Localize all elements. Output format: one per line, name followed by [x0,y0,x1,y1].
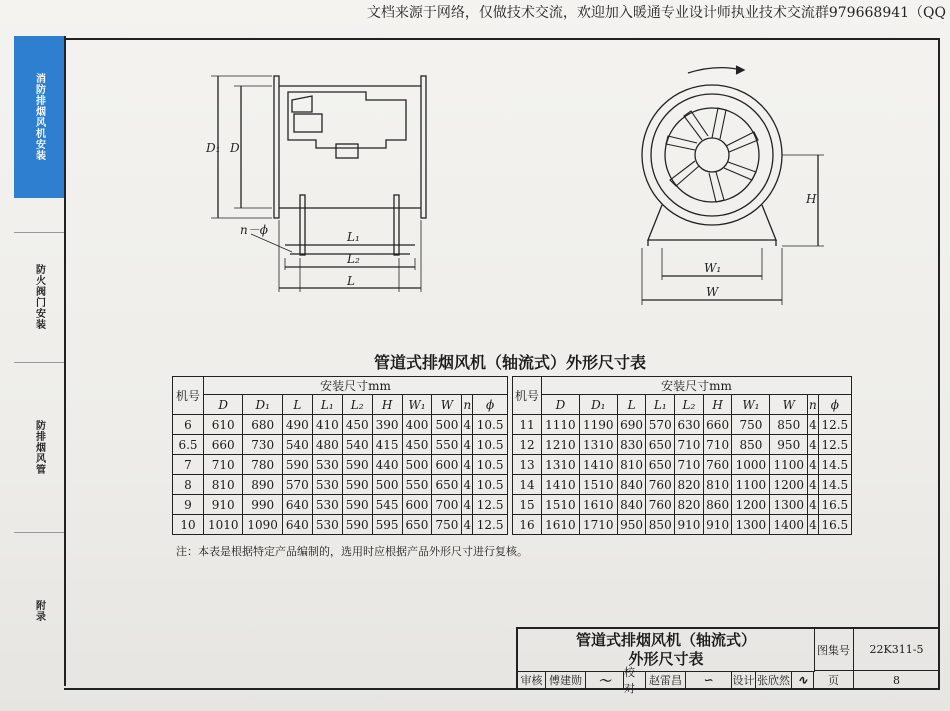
table-cell: 15 [513,495,542,515]
table-cell: 4 [462,415,473,435]
table-cell: 640 [282,515,312,535]
column-header: D [204,395,243,415]
drawing-title-line2: 外形尺寸表 [628,650,704,668]
table-cell: 9 [173,495,204,515]
column-header: D [542,395,580,415]
table-cell: 730 [243,435,282,455]
table-cell: 630 [675,415,704,435]
table-row [173,435,508,455]
table-cell: 440 [372,455,402,475]
table-cell: 6.5 [173,435,204,455]
table-cell: 570 [282,475,312,495]
table-cell: 710 [675,435,704,455]
column-header-row [513,395,852,415]
table-cell: 12.5 [473,495,508,515]
table-cell: 450 [402,435,432,455]
column-header: ϕ [473,395,508,415]
checker-signature: ∽ [686,671,732,690]
table-cell: 1410 [579,455,617,475]
table-cell: 16 [513,515,542,535]
table-row [173,415,508,435]
chapter-sidebar [14,36,66,686]
table-cell: 540 [282,435,312,455]
table-cell: 12 [513,435,542,455]
column-header: L₁ [312,395,342,415]
column-header: D₁ [243,395,282,415]
table-cell: 640 [282,495,312,515]
table-cell: 610 [204,415,243,435]
table-cell: 1210 [542,435,580,455]
table-cell: 600 [402,495,432,515]
table-cell: 910 [204,495,243,515]
table-cell: 1510 [579,475,617,495]
column-header: W₁ [732,395,770,415]
table-cell: 590 [342,495,372,515]
front-view-drawing [642,66,824,305]
table-row [173,515,508,535]
table-row [513,475,852,495]
table-cell: 550 [402,475,432,495]
table-cell: 910 [703,515,732,535]
table-cell: 910 [675,515,704,535]
table-cell: 16.5 [818,495,851,515]
table-cell: 410 [312,415,342,435]
label-h: H [806,192,817,206]
check-label: 校对 [624,671,646,690]
reviewer-signature: 〜 [586,671,624,690]
table-cell: 850 [732,435,770,455]
table-cell: 680 [243,415,282,435]
table-cell: 4 [808,515,818,535]
table-cell: 840 [617,475,646,495]
table-cell: 1300 [770,495,808,515]
column-header: L [617,395,646,415]
drawing-title [518,629,815,672]
table-cell: 1100 [770,455,808,475]
table-cell: 10 [173,515,204,535]
label-n-phi: n－ϕ [240,223,268,237]
table-row [173,475,508,495]
table-note: 注：本表是根据特定产品编制的，选用时应根据产品外形尺寸进行复核。 [176,545,528,558]
table-cell: 4 [808,455,818,475]
table-cell: 540 [342,435,372,455]
table-cell: 600 [432,455,462,475]
sidebar-divider [14,532,64,533]
table-cell: 1410 [542,475,580,495]
table-cell: 12.5 [818,435,851,455]
table-cell: 10.5 [473,415,508,435]
table-cell: 1510 [542,495,580,515]
table-cell: 950 [617,515,646,535]
table-cell: 840 [617,495,646,515]
table-cell: 690 [617,415,646,435]
column-header: L₂ [342,395,372,415]
table-cell: 760 [646,475,675,495]
table-cell: 750 [432,515,462,535]
page-number: 8 [854,671,940,690]
title-block [516,627,940,695]
table-cell: 1610 [542,515,580,535]
fan-outline-drawings [66,40,866,340]
table-cell: 780 [243,455,282,475]
table-cell: 550 [432,435,462,455]
column-header: L₁ [646,395,675,415]
machine-no-header: 机号 [173,377,204,415]
table-cell: 6 [173,415,204,435]
table-title: 管道式排烟风机（轴流式）外形尺寸表 [373,353,646,372]
sidebar-tab-appendix[interactable]: 附录 [33,600,45,622]
table-row [513,435,852,455]
table-cell: 950 [770,435,808,455]
table-cell: 4 [808,495,818,515]
table-cell: 1000 [732,455,770,475]
checker-name: 赵雷昌 [646,671,686,690]
table-cell: 1310 [579,435,617,455]
table-cell: 590 [342,515,372,535]
table-cell: 530 [312,515,342,535]
table-cell: 660 [204,435,243,455]
table-row [513,415,852,435]
machine-no-header: 机号 [513,377,542,415]
table-cell: 11 [513,415,542,435]
column-header-row [173,395,508,415]
table-cell: 590 [342,455,372,475]
table-cell: 4 [462,475,473,495]
column-header: L₂ [675,395,704,415]
watermark-text: 文档来源于网络，仅做技术交流，欢迎加入暖通专业设计师执业技术交流群979668941（QQ [366,5,946,21]
table-cell: 1300 [732,515,770,535]
sidebar-tab-fan-install[interactable]: 消防排烟风机安装 [14,36,64,198]
table-cell: 1200 [770,475,808,495]
table-cell: 10.5 [473,455,508,475]
table-cell: 400 [402,415,432,435]
table-cell: 530 [312,475,342,495]
table-cell: 810 [204,475,243,495]
column-header: W [432,395,462,415]
table-cell: 490 [282,415,312,435]
table-cell: 1100 [732,475,770,495]
table-body [513,415,852,535]
table-cell: 820 [675,475,704,495]
table-cell: 1190 [579,415,617,435]
table-cell: 1010 [204,515,243,535]
table-cell: 650 [432,475,462,495]
label-w1: W₁ [704,261,722,275]
table-cell: 10.5 [473,435,508,455]
table-cell: 850 [646,515,675,535]
table-cell: 4 [462,435,473,455]
table-cell: 1200 [732,495,770,515]
table-cell: 830 [617,435,646,455]
table-cell: 990 [243,495,282,515]
column-header: L [282,395,312,415]
table-cell: 1400 [770,515,808,535]
reviewer-name: 傅建勋 [546,671,586,690]
table-cell: 890 [243,475,282,495]
table-cell: 4 [808,435,818,455]
atlas-number: 22K311-5 [854,629,940,671]
designer-name: 张欣然 [756,671,792,690]
table-cell: 1090 [243,515,282,535]
table-cell: 500 [402,455,432,475]
table-cell: 860 [703,495,732,515]
table-cell: 760 [646,495,675,515]
table-cell: 1310 [542,455,580,475]
table-cell: 710 [703,435,732,455]
column-header: n [462,395,473,415]
table-cell: 590 [282,455,312,475]
column-header: ϕ [818,395,851,415]
page-label: 页 [814,671,854,690]
table-cell: 810 [617,455,646,475]
label-l1: L₁ [347,230,360,244]
table-cell: 12.5 [818,415,851,435]
table-cell: 14.5 [818,475,851,495]
table-cell: 4 [462,495,473,515]
sidebar-tab-duct[interactable]: 防排烟风管 [33,419,45,475]
table-cell: 590 [342,475,372,495]
designer-signature: ∿ [792,671,814,690]
table-cell: 530 [312,455,342,475]
label-w: W [706,285,719,299]
table-cell: 500 [372,475,402,495]
table-cell: 595 [372,515,402,535]
table-cell: 570 [646,415,675,435]
table-cell: 750 [732,415,770,435]
table-cell: 1710 [579,515,617,535]
design-label: 设计 [732,671,756,690]
table-cell: 415 [372,435,402,455]
table-cell: 650 [646,455,675,475]
table-cell: 4 [462,515,473,535]
table-cell: 8 [173,475,204,495]
column-header: n [808,395,818,415]
dimension-table-left [172,376,508,535]
table-cell: 390 [372,415,402,435]
table-cell: 13 [513,455,542,475]
table-cell: 12.5 [473,515,508,535]
table-cell: 710 [204,455,243,475]
table-row [513,515,852,535]
table-cell: 530 [312,495,342,515]
table-cell: 810 [703,475,732,495]
table-cell: 1110 [542,415,580,435]
table-cell: 4 [808,415,818,435]
label-d1: D₁ [206,141,221,155]
table-cell: 450 [342,415,372,435]
table-cell: 4 [462,455,473,475]
column-header: D₁ [579,395,617,415]
table-cell: 7 [173,455,204,475]
table-cell: 700 [432,495,462,515]
table-cell: 850 [770,415,808,435]
review-label: 审核 [518,671,546,690]
column-header: W [770,395,808,415]
table-cell: 4 [808,475,818,495]
side-view-drawing [211,76,426,292]
label-l: L [347,274,355,288]
atlas-label: 图集号 [814,629,854,671]
label-d: D [230,141,240,155]
group-header: 安装尺寸mm [542,377,852,395]
table-cell: 760 [703,455,732,475]
table-body [173,415,508,535]
dimension-table-right [512,376,852,535]
table-cell: 500 [432,415,462,435]
drawing-title-line1: 管道式排烟风机（轴流式） [575,631,756,649]
table-cell: 660 [703,415,732,435]
table-cell: 710 [675,455,704,475]
column-header: H [703,395,732,415]
table-cell: 16.5 [818,515,851,535]
table-cell: 820 [675,495,704,515]
table-row [513,455,852,475]
column-header: H [372,395,402,415]
table-cell: 1610 [579,495,617,515]
table-row [173,455,508,475]
table-cell: 650 [646,435,675,455]
table-row [173,495,508,515]
column-header: W₁ [402,395,432,415]
group-header: 安装尺寸mm [204,377,508,395]
table-row [513,495,852,515]
table-cell: 10.5 [473,475,508,495]
table-cell: 14 [513,475,542,495]
table-cell: 545 [372,495,402,515]
label-l2: L₂ [347,252,360,266]
table-cell: 14.5 [818,455,851,475]
table-cell: 480 [312,435,342,455]
table-cell: 650 [402,515,432,535]
sidebar-tab-damper-install[interactable]: 防火阀门安装 [33,264,45,330]
